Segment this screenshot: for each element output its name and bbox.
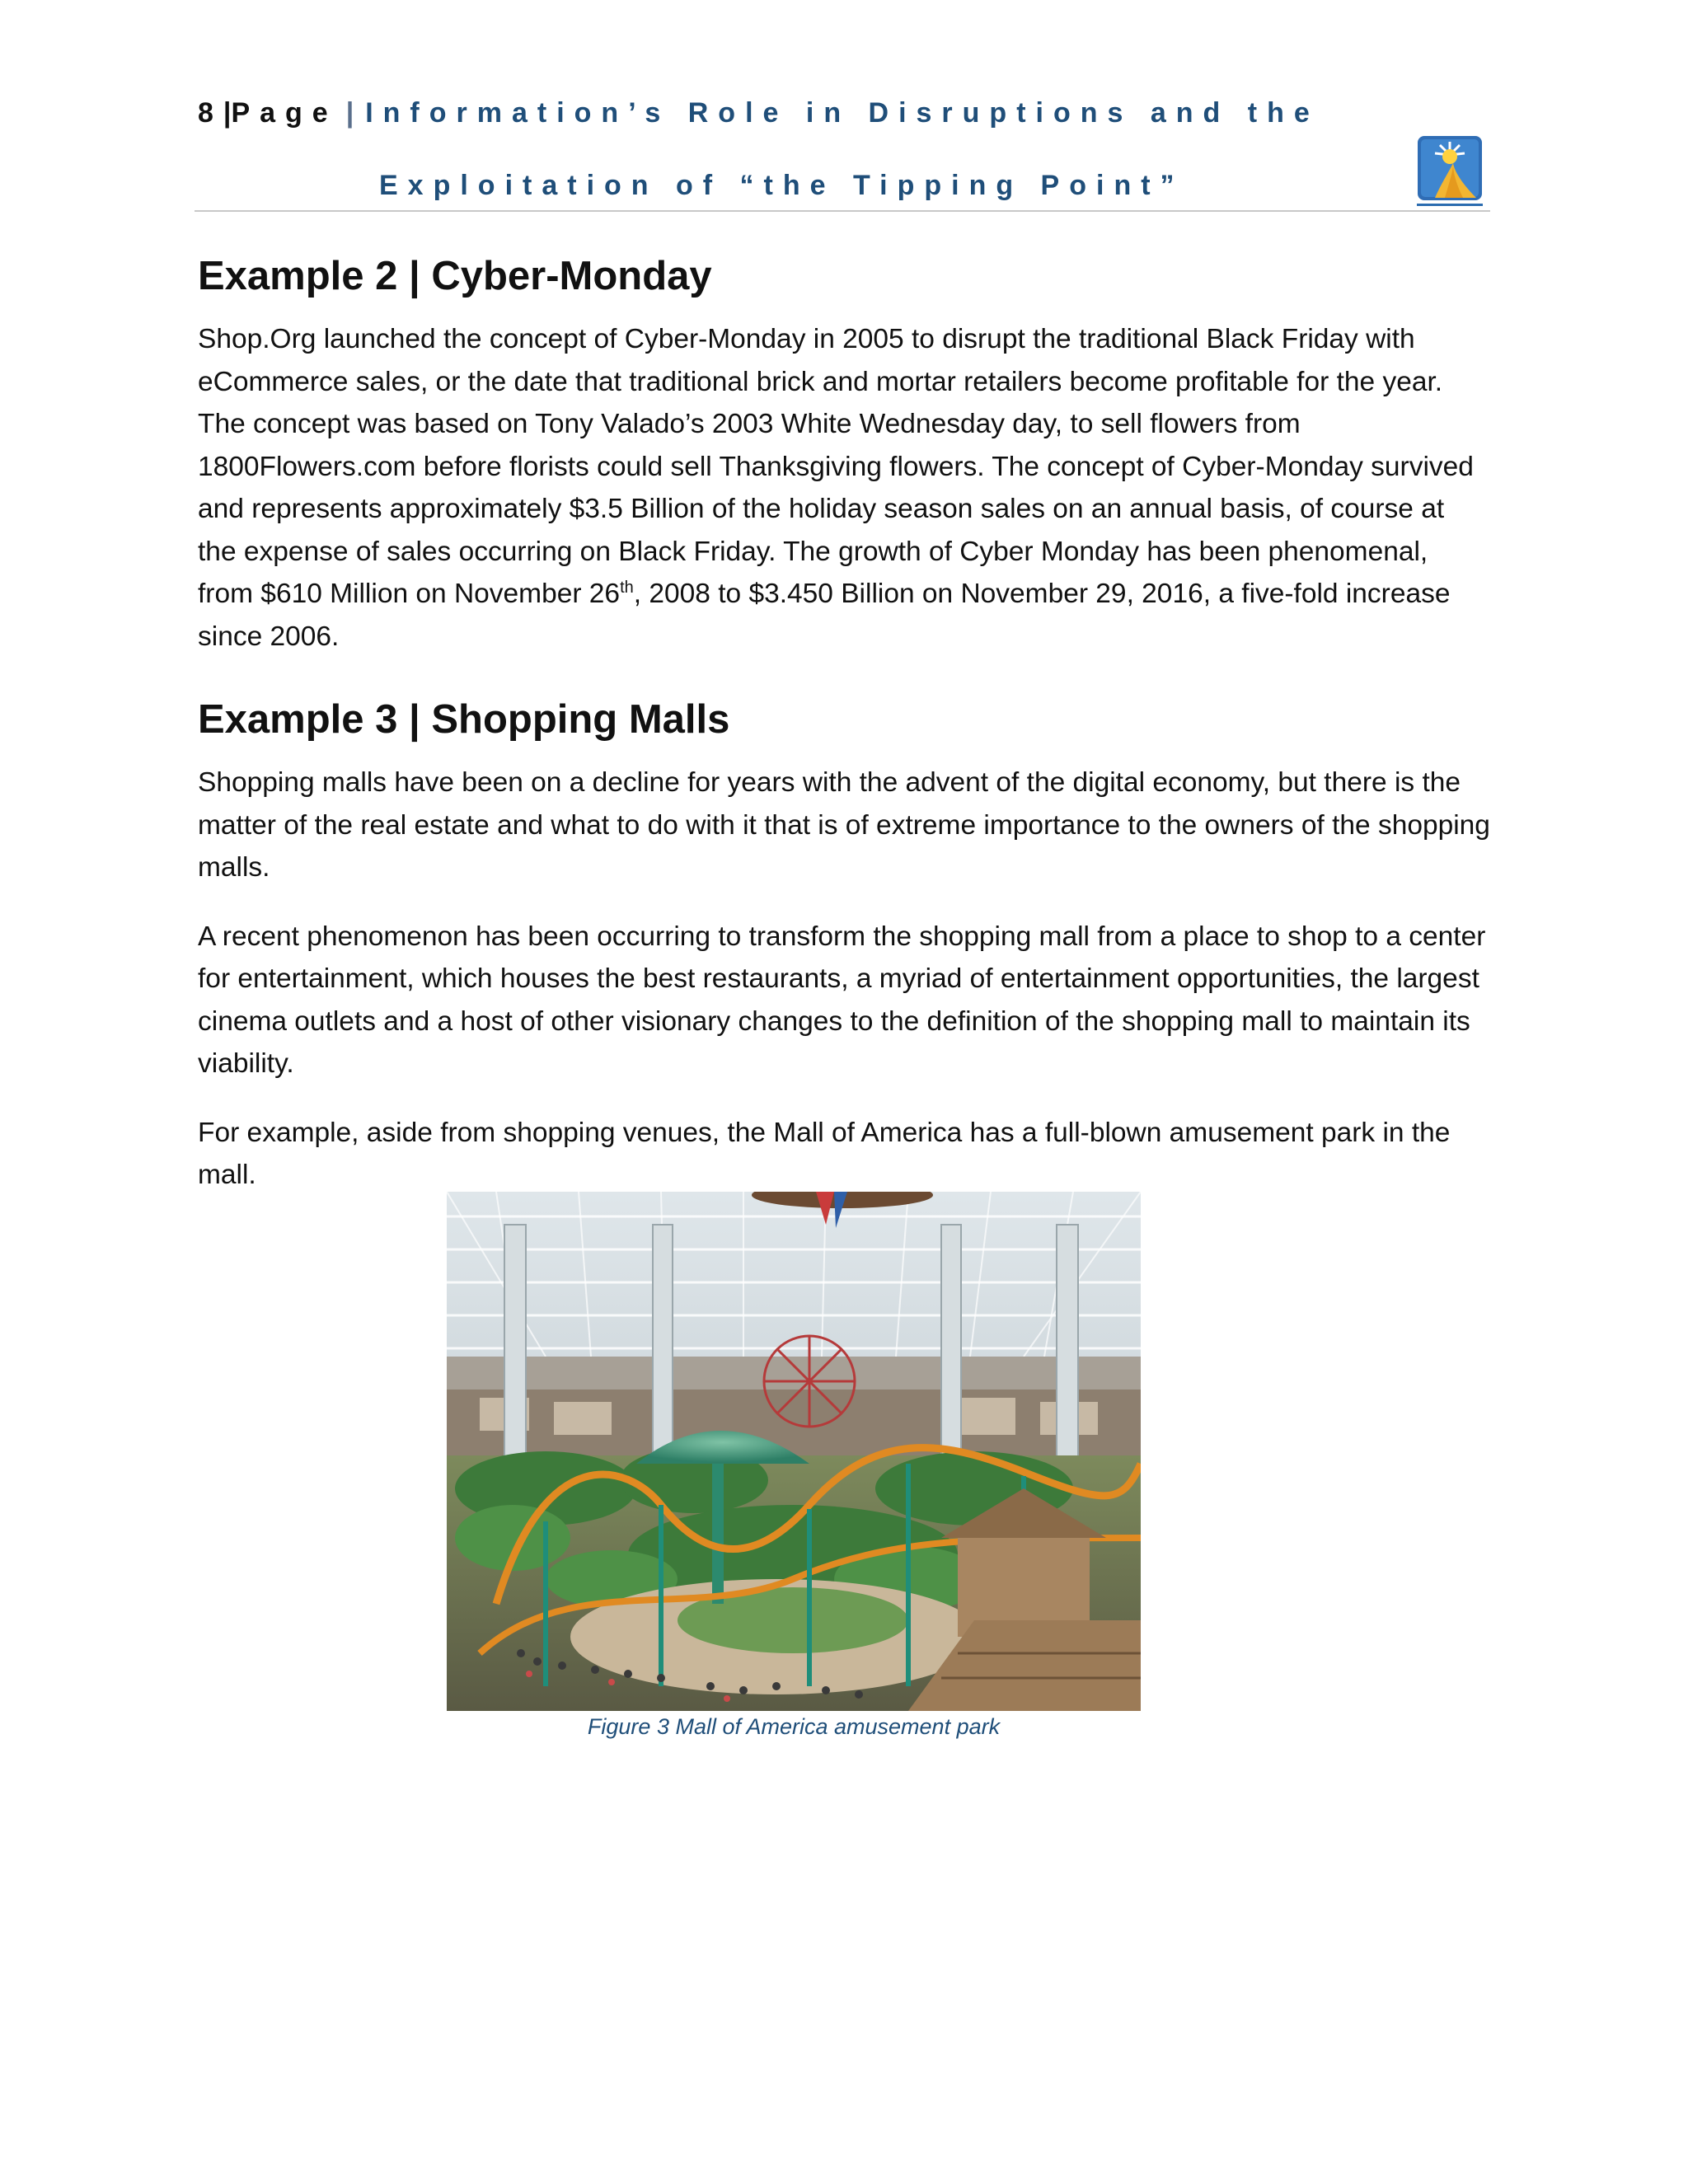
mall-amusement-park-image xyxy=(447,1192,1141,1711)
paragraph-text-cont: , 2008 to $3.450 Billion on November 29, 2016, a five-fold increase since 2006. xyxy=(198,579,1451,652)
header-title-line-2: Exploitation of “the Tipping Point” xyxy=(379,170,1184,201)
section-heading-shopping-malls: Example 3 | Shopping Malls xyxy=(198,697,730,742)
paragraph-cyber-monday xyxy=(198,318,1490,658)
figure-photo xyxy=(447,1192,1141,1711)
section-heading-cyber-monday: Example 2 | Cyber-Monday xyxy=(198,254,712,298)
paragraph-mall-of-america: For example, aside from shopping venues, the Mall of America has a full-blown amusement park in the mall. xyxy=(198,1117,1451,1190)
page-number: 8 xyxy=(198,97,223,129)
superscript: th xyxy=(620,578,634,597)
paragraph-malls-transform: A recent phenomenon has been occurring to transform the shopping mall from a place to shop to a center for entertainment, which houses the best restaurants, a myriad of entertainment opportunities, the largest cinema outlets and a host of other visionary changes to the definition of the shopping mall to maintain its viability. xyxy=(198,921,1486,1079)
paragraph-text: Shop.Org launched the concept of Cyber-Monday in 2005 to disrupt the traditional Black Friday with eCommerce sales, or the date that traditional brick and mortar retailers become profitable for the year. The concept was based on Tony Valado’s 2003 White Wednesday day, to sell flowers from 1800Flowers.com before florists could sell Thanksgiving flowers. The concept of Cyber-Monday survived and represents approximately $3.5 Billion of the holiday season sales on an annual basis, of course at the expense of sales occurring on Black Friday. The growth of Cyber Monday has been phenomenal, from $610 Million on November 26 xyxy=(198,324,1474,609)
header-rule xyxy=(195,210,1490,212)
paragraph-malls-decline: Shopping malls have been on a decline for years with the advent of the digital economy, but there is the matter of the real estate and what to do with it that is of extreme importance to the owners of the shopping malls. xyxy=(198,767,1490,883)
figure-caption: Figure 3 Mall of America amusement park xyxy=(587,1714,1001,1739)
header-title-line-1: Information’s Role in Disruptions and the xyxy=(365,97,1320,129)
logo-underline xyxy=(1417,204,1483,206)
sun-road-logo-icon xyxy=(1417,135,1483,201)
page-word: Page xyxy=(231,97,338,129)
header-pipe: | xyxy=(223,97,232,129)
document-body xyxy=(198,249,1490,1223)
page-header xyxy=(198,97,1490,213)
header-separator: | xyxy=(345,97,354,129)
header-line-1 xyxy=(198,97,1320,129)
